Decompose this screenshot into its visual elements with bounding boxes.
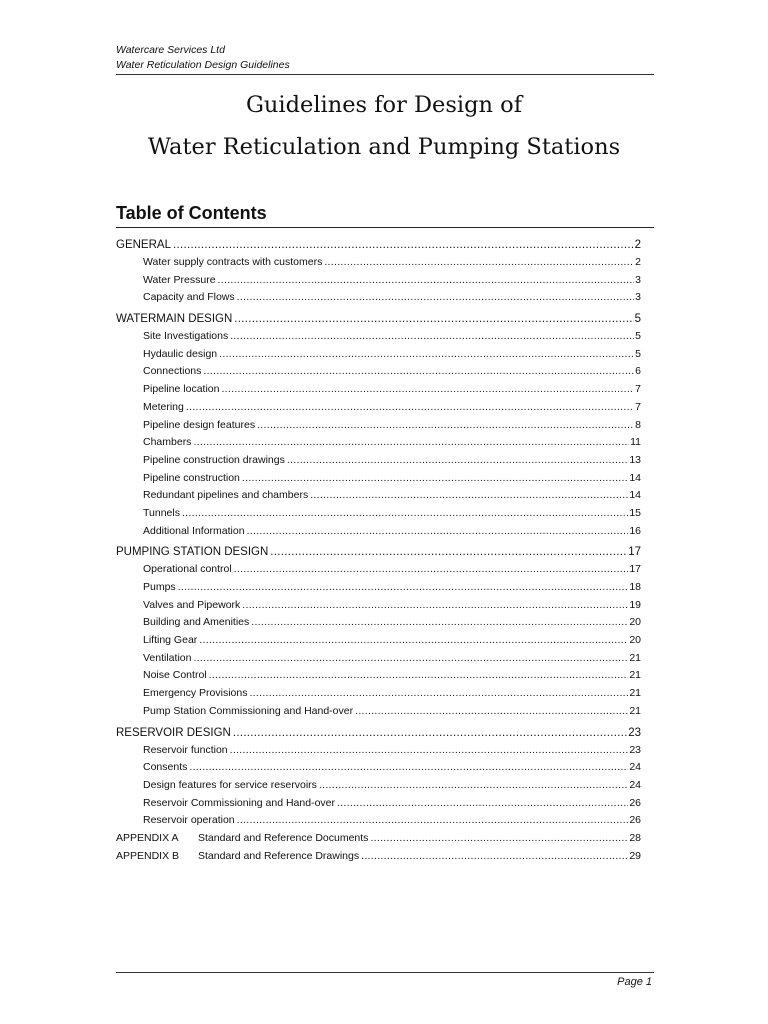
toc-entry[interactable]: [116, 703, 641, 721]
toc-entry[interactable]: [116, 381, 641, 399]
toc-entry[interactable]: [116, 561, 641, 579]
toc-entry-page-number: 20: [629, 634, 641, 647]
toc-entry-text: Ventilation: [143, 651, 192, 664]
toc-entry-label: [143, 614, 249, 632]
toc-entry-label: [143, 795, 335, 813]
toc-dot-leader: [203, 363, 634, 381]
toc-entry-page-number: 18: [629, 581, 641, 593]
toc-entry-label: [116, 830, 368, 848]
toc-entry-text: GENERAL: [116, 239, 171, 251]
toc-entry-page-number: 14: [629, 489, 641, 502]
toc-entry-label: [143, 579, 176, 597]
toc-dot-leader: [233, 724, 627, 742]
toc-entry-text: Consents: [143, 761, 188, 774]
toc-dot-leader: [237, 289, 635, 307]
toc-entry-page-number: 8: [635, 418, 641, 431]
toc-entry-text: Noise Control: [143, 669, 207, 682]
toc-entry-text: Capacity and Flows: [143, 291, 235, 304]
toc-entry-text: Pipeline design features: [143, 418, 256, 431]
toc-entry-page-number: 24: [629, 761, 641, 774]
toc-entry[interactable]: [116, 597, 641, 615]
toc-entry-text: Tunnels: [143, 506, 180, 519]
toc-entry[interactable]: [116, 632, 641, 650]
toc-entry-text: Pumps: [143, 581, 176, 593]
toc-entry-label: [143, 328, 228, 346]
toc-entry[interactable]: [116, 487, 641, 505]
toc-entry-text: Connections: [143, 365, 202, 378]
toc-entry-page-number: 5: [635, 330, 641, 343]
toc-entry-label: [143, 632, 197, 650]
toc-entry-page-number: 15: [629, 506, 641, 519]
toc-entry-text: RESERVOIR DESIGN: [116, 726, 231, 739]
toc-entry-page-number: 14: [629, 471, 641, 484]
toc-entry-page-number: 13: [629, 453, 641, 466]
header-rule: [116, 74, 654, 75]
page-number: Page 1: [617, 976, 652, 988]
toc-dot-leader: [209, 667, 629, 685]
toc-entry[interactable]: [116, 310, 641, 328]
toc-entry[interactable]: [116, 523, 641, 541]
footer-rule: [116, 972, 654, 973]
toc-dot-leader: [234, 561, 629, 579]
toc-dot-leader: [242, 470, 628, 488]
toc-entry-text: Standard and Reference Drawings: [198, 849, 360, 862]
toc-entry-page-number: 5: [635, 347, 641, 360]
toc-entry-label: [143, 812, 235, 830]
toc-entry-label: [143, 777, 317, 795]
toc-entry-page-number: 21: [629, 651, 641, 664]
toc-entry-label: [116, 236, 171, 254]
toc-dot-leader: [189, 759, 628, 777]
toc-entry-page-number: 21: [629, 704, 641, 717]
toc-entry-page-number: 26: [629, 814, 641, 827]
toc-dot-leader: [193, 434, 629, 452]
toc-entry[interactable]: [116, 363, 641, 381]
toc-entry-label: [143, 505, 180, 523]
toc-entry-page-number: 23: [629, 743, 641, 756]
toc-entry-label: [116, 543, 268, 561]
toc-dot-leader: [319, 777, 628, 795]
toc-entry[interactable]: [116, 254, 641, 272]
toc-entry-label: [143, 399, 184, 417]
toc-dot-leader: [242, 597, 628, 615]
toc-entry[interactable]: [116, 742, 641, 760]
toc-dot-leader: [186, 399, 634, 417]
toc-entry-text: Design features for service reservoirs: [143, 778, 317, 791]
toc-entry-label: [143, 650, 191, 668]
toc-entry[interactable]: [116, 328, 641, 346]
toc-entry-page-number: 3: [635, 291, 641, 304]
toc-entry-text: Pipeline construction drawings: [143, 453, 285, 466]
toc-entry-label: [116, 724, 231, 742]
toc-entry-text: Pipeline construction: [143, 471, 240, 484]
toc-entry-label: [143, 742, 228, 760]
toc-dot-leader: [199, 632, 628, 650]
toc-entry-label: [143, 363, 201, 381]
toc-entry[interactable]: [116, 724, 641, 742]
toc-entry-text: WATERMAIN DESIGN: [116, 313, 233, 326]
toc-entry-label: [143, 561, 232, 579]
toc-dot-leader: [324, 254, 634, 272]
toc-entry-label: [143, 470, 240, 488]
toc-entry-page-number: 17: [628, 546, 641, 559]
toc-entry-label: [143, 272, 216, 290]
toc-entry-label: [143, 346, 217, 364]
toc-entry-page-number: 17: [629, 563, 641, 576]
toc-entry-text: Redundant pipelines and chambers: [143, 489, 309, 502]
toc-entry-page-number: 24: [629, 778, 641, 791]
toc-dot-leader: [221, 381, 634, 399]
toc-entry-text: Emergency Provisions: [143, 687, 248, 700]
toc-entry-label: [143, 434, 191, 452]
toc-appendix-code: APPENDIX B: [116, 849, 180, 862]
toc-entry[interactable]: [116, 795, 641, 813]
toc-entry[interactable]: [116, 777, 641, 795]
toc-dot-leader: [230, 742, 629, 760]
toc-entry[interactable]: [116, 579, 641, 597]
toc-entry-label: [143, 523, 245, 541]
toc-entry-text: Valves and Pipework: [143, 598, 241, 611]
toc-entry-text: PUMPING STATION DESIGN: [116, 546, 269, 559]
toc-entry[interactable]: [116, 685, 641, 703]
toc-entry-label: [116, 848, 359, 866]
toc-dot-leader: [230, 328, 634, 346]
toc-entry-text: Lifting Gear: [143, 634, 198, 647]
toc-entry-text: Hydaulic design: [143, 347, 218, 360]
toc-entry-text: Reservoir Commissioning and Hand-over: [143, 796, 335, 809]
toc-entry-text: Site Investigations: [143, 330, 229, 343]
toc-entry[interactable]: [116, 505, 641, 523]
toc-entry-page-number: 11: [630, 436, 641, 449]
toc-dot-leader: [247, 523, 629, 541]
toc-entry[interactable]: [116, 470, 641, 488]
toc-dot-leader: [337, 795, 628, 813]
toc-entry[interactable]: [116, 759, 641, 777]
toc-entry[interactable]: [116, 812, 641, 830]
toc-heading: Table of Contents: [116, 203, 267, 223]
toc-dot-leader: [182, 505, 628, 523]
toc-entry[interactable]: [116, 830, 641, 848]
toc-entry[interactable]: [116, 434, 641, 452]
toc-entry[interactable]: [116, 614, 641, 632]
toc-entry-page-number: 7: [635, 400, 641, 413]
toc-entry[interactable]: [116, 848, 641, 866]
toc-entry[interactable]: [116, 417, 641, 435]
toc-entry-text: Pump Station Commissioning and Hand-over: [143, 704, 354, 717]
toc-entry-page-number: 3: [635, 273, 641, 286]
toc-entry-label: [143, 452, 285, 470]
toc-entry[interactable]: [116, 399, 641, 417]
toc-entry-page-number: 26: [629, 796, 641, 809]
toc-heading-rule: [116, 227, 654, 228]
toc-entry-page-number: 28: [629, 831, 641, 844]
toc-entry-label: [143, 417, 255, 435]
toc-entry[interactable]: [116, 667, 641, 685]
toc-entry-page-number: 19: [629, 598, 641, 611]
toc-dot-leader: [193, 650, 628, 668]
toc-entry[interactable]: [116, 650, 641, 668]
toc-entry-label: [143, 381, 219, 399]
toc-entry-label: [143, 289, 235, 307]
toc-dot-leader: [270, 543, 627, 561]
toc-entry-text: Additional Information: [143, 524, 245, 537]
toc-entry-label: [143, 759, 187, 777]
toc-entry-text: Metering: [143, 400, 184, 413]
toc-dot-leader: [249, 685, 628, 703]
toc-dot-leader: [355, 703, 628, 721]
toc-entry-page-number: 16: [629, 524, 641, 537]
toc-dot-leader: [310, 487, 628, 505]
toc-entry-page-number: 7: [635, 383, 641, 396]
toc-entry-text: Water supply contracts with customers: [143, 256, 323, 268]
toc-entry-label: [143, 254, 322, 272]
toc-entry-page-number: 21: [629, 687, 641, 700]
toc-entry[interactable]: [116, 272, 641, 290]
document-title-line-1: Guidelines for Design of: [245, 92, 523, 118]
toc-entry-text: Reservoir operation: [143, 814, 235, 827]
toc-entry-page-number: 23: [628, 726, 641, 739]
toc-dot-leader: [218, 272, 635, 290]
toc-entry-text: Water Pressure: [143, 273, 216, 286]
toc-entry[interactable]: [116, 236, 641, 254]
header-document-title: Water Reticulation Design Guidelines: [116, 59, 290, 71]
toc-entry-page-number: 20: [629, 616, 641, 629]
toc-entry-text: Building and Amenities: [143, 616, 250, 629]
running-header: [116, 43, 654, 75]
header-company: Watercare Services Ltd: [116, 44, 225, 56]
document-title-line-2: Water Reticulation and Pumping Stations: [147, 134, 621, 160]
toc-entry-label: [116, 310, 232, 328]
toc-entry-page-number: 2: [634, 239, 641, 251]
toc-dot-leader: [237, 812, 629, 830]
toc-entry-text: Standard and Reference Documents: [198, 831, 369, 844]
toc-entry-label: [143, 685, 247, 703]
toc-entry-label: [143, 667, 207, 685]
toc-entry-label: [143, 597, 240, 615]
toc-entry-text: Reservoir function: [143, 743, 228, 756]
toc-entry[interactable]: [116, 346, 641, 364]
toc-entry-label: [143, 487, 308, 505]
toc-entry-text: Pipeline location: [143, 383, 220, 396]
toc-entry-page-number: 21: [629, 669, 641, 682]
toc-dot-leader: [257, 417, 634, 435]
toc-entry-text: Operational control: [143, 563, 232, 576]
toc-entry-page-number: 5: [634, 313, 641, 326]
toc-appendix-code: APPENDIX A: [116, 831, 179, 844]
toc-entry-page-number: 2: [635, 256, 641, 268]
toc-entry[interactable]: [116, 543, 641, 561]
toc-dot-leader: [178, 579, 629, 597]
toc-dot-leader: [234, 310, 633, 328]
toc-dot-leader: [173, 236, 634, 254]
toc-entry[interactable]: [116, 452, 641, 470]
toc-entry[interactable]: [116, 289, 641, 307]
toc-entry-page-number: 6: [635, 365, 641, 378]
toc-entry-label: [143, 703, 353, 721]
toc-dot-leader: [251, 614, 628, 632]
toc-entry-text: Chambers: [143, 436, 192, 449]
toc-dot-leader: [287, 452, 628, 470]
toc-dot-leader: [219, 346, 634, 364]
toc-dot-leader: [370, 830, 628, 848]
toc-entry-page-number: 29: [629, 849, 641, 862]
toc-dot-leader: [361, 848, 628, 866]
table-of-contents: [116, 236, 641, 865]
